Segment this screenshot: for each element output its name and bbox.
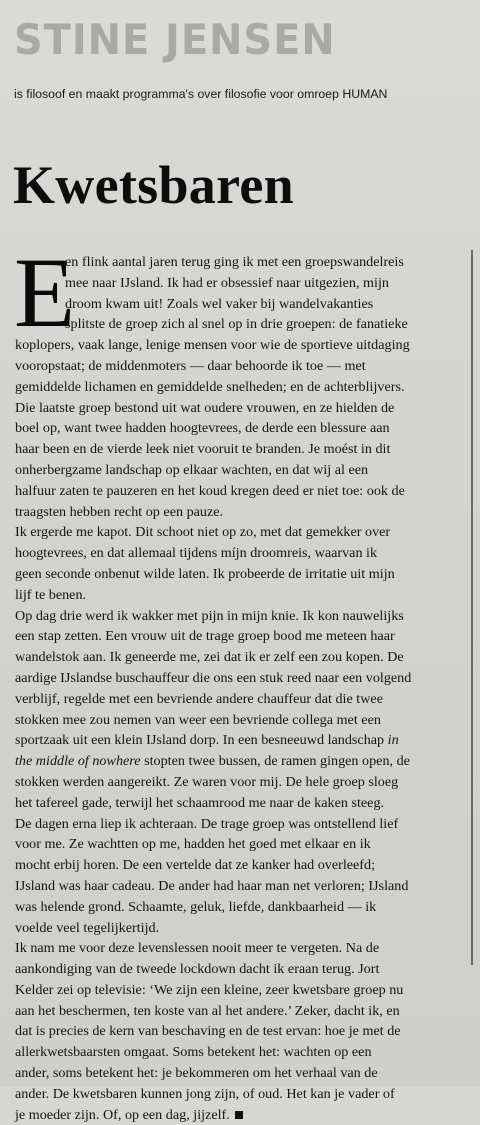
text-line: stokken werden aangereikt. Ze waren voor mij. De hele groep sloeg <box>15 773 399 790</box>
paragraph-3 <box>15 606 469 939</box>
text-line: ander. De kwetsbaren kunnen jong zijn, of oud. Het kan je vader of <box>15 1085 395 1102</box>
text-line: het tafereel gade, terwijl het schaamrood me naar de kaken steeg. <box>15 794 385 811</box>
article-body <box>14 237 469 1125</box>
text-line: voelde veel tegelijkertijd. <box>15 919 160 936</box>
text-line: aankondiging van de tweede lockdown dacht ik eraan terug. Jort <box>15 961 380 978</box>
text-line: mee naar IJsland. Ik had er obsessief naar uitgezien, mijn <box>65 274 389 291</box>
text-line: onherbergzame landschap op elkaar wachten, en dat wij al een <box>15 461 369 478</box>
end-mark-icon <box>235 1111 243 1119</box>
text-line: hoogtevrees, en dat allemaal tijdens míjn droomreis, waarvan ik <box>15 545 378 562</box>
text-line: wandelstok aan. Ik geneerde me, zei dat ik er zelf een zou kopen. De <box>15 649 404 666</box>
text-line: IJsland was haar cadeau. De ander had haar man net verloren; IJsland <box>15 877 409 894</box>
text-line <box>15 1105 469 1125</box>
author-bio: is filosoof en maakt programma's over filosofie voor omroep HUMAN <box>14 87 388 101</box>
text-line: aan het beschermen, ten koste van al het andere.’ Zeker, dacht ik, en <box>15 1002 400 1019</box>
text-line: koplopers, vaak lange, lenige mensen voor wie de sportieve uitdaging <box>15 337 410 354</box>
text-line: geen seconde onbenut wilde laten. Ik probeerde de irritatie uit mijn <box>15 565 395 582</box>
article-title: Kwetsbaren <box>13 155 294 215</box>
text-line: Kelder zei op televisie: ‘We zijn een kleine, zeer kwetsbare groep nu <box>15 981 404 998</box>
text-line: ander, soms betekent het: je bekommeren om het verhaal van de <box>15 1065 378 1082</box>
text-line: een stap zetten. Een vrouw uit de trage groep bood me meteen haar <box>15 628 395 645</box>
italic-phrase: the middle of nowhere <box>15 753 141 770</box>
text-line: Op dag drie werd ik wakker met pijn in mijn knie. Ik kon nauwelijks <box>15 607 404 624</box>
text-line: boel op, want twee hadden hoogtevrees, de derde een blessure aan <box>15 420 390 437</box>
text-line <box>15 730 469 751</box>
text-line: was helende grond. Schaamte, geluk, liefde, dankbaarheid — ik <box>15 898 377 915</box>
text-line: gemiddelde lichamen en gemiddelde snelheden; en de achterblijvers. <box>15 378 405 395</box>
text-line: De dagen erna liep ik achteraan. De trage groep was ontstellend lief <box>15 815 399 832</box>
text-line: aardige IJslandse buschauffeur die ons een stuk reed naar een volgend <box>15 669 412 686</box>
text-line: Ik nam me voor deze levenslessen nooit meer te vergeten. Na de <box>15 940 380 957</box>
text-line: droom kwam uit! Zoals wel vaker bij wandelvakanties <box>65 295 374 312</box>
author-name: STINE JENSEN <box>14 15 336 64</box>
text-line: splitste de groep zich al snel op in drie groepen: de fanatieke <box>65 316 408 333</box>
text-line: en flink aantal jaren terug ging ik met een groepswandelreis <box>65 254 404 270</box>
paragraph-1 <box>14 237 469 522</box>
text-line: voor me. Ze wachtten op me, hadden het goed met elkaar en ik <box>15 836 371 853</box>
paragraph-4 <box>15 938 469 1125</box>
drop-cap: E <box>14 237 76 348</box>
italic-prefix: in <box>387 732 399 749</box>
text-line <box>15 751 469 772</box>
text-line: traagsten hebben recht op een pauze. <box>15 503 224 520</box>
column-rule <box>471 250 473 965</box>
text-line: halfuur zaten te pauzeren en het koud kregen deed er niet toe: ook de <box>15 482 405 499</box>
text-line: Ik ergerde me kapot. Dit schoot niet op zo, met dat gemekker over <box>15 524 391 541</box>
text-segment: stopten twee bussen, de ramen gingen open, de <box>140 753 410 770</box>
paragraph-2 <box>15 522 469 605</box>
text-segment: sportzaak uit een klein IJsland dorp. In een besneeuwd landschap <box>15 732 385 749</box>
text-line: Die laatste groep bestond uit wat oudere vrouwen, en ze hielden de <box>15 399 395 416</box>
text-segment: je moeder zijn. Of, op een dag, jijzelf. <box>15 1106 230 1123</box>
text-line: dat is precies de kern van beschaving en de test ervan: hoe je met de <box>15 1023 401 1040</box>
text-line: verblijf, regelde met een bevriende andere chauffeur dat die twee <box>15 690 383 707</box>
text-line: stokken mee zou nemen van weer een bevriende collega met een <box>15 711 381 728</box>
text-line: vooropstaat; de middenmoters — daar behoorde ik toe — met <box>15 357 366 374</box>
text-line: lijf te benen. <box>15 586 87 603</box>
text-line: haar been en de vierde leek niet vooruit te branden. Je moést in dit <box>15 441 391 458</box>
text-line: mocht erbij horen. De een vertelde dat ze kanker had overleefd; <box>15 857 376 874</box>
text-line: allerkwetsbaarsten omgaat. Soms betekent het: wachten op een <box>15 1044 372 1061</box>
